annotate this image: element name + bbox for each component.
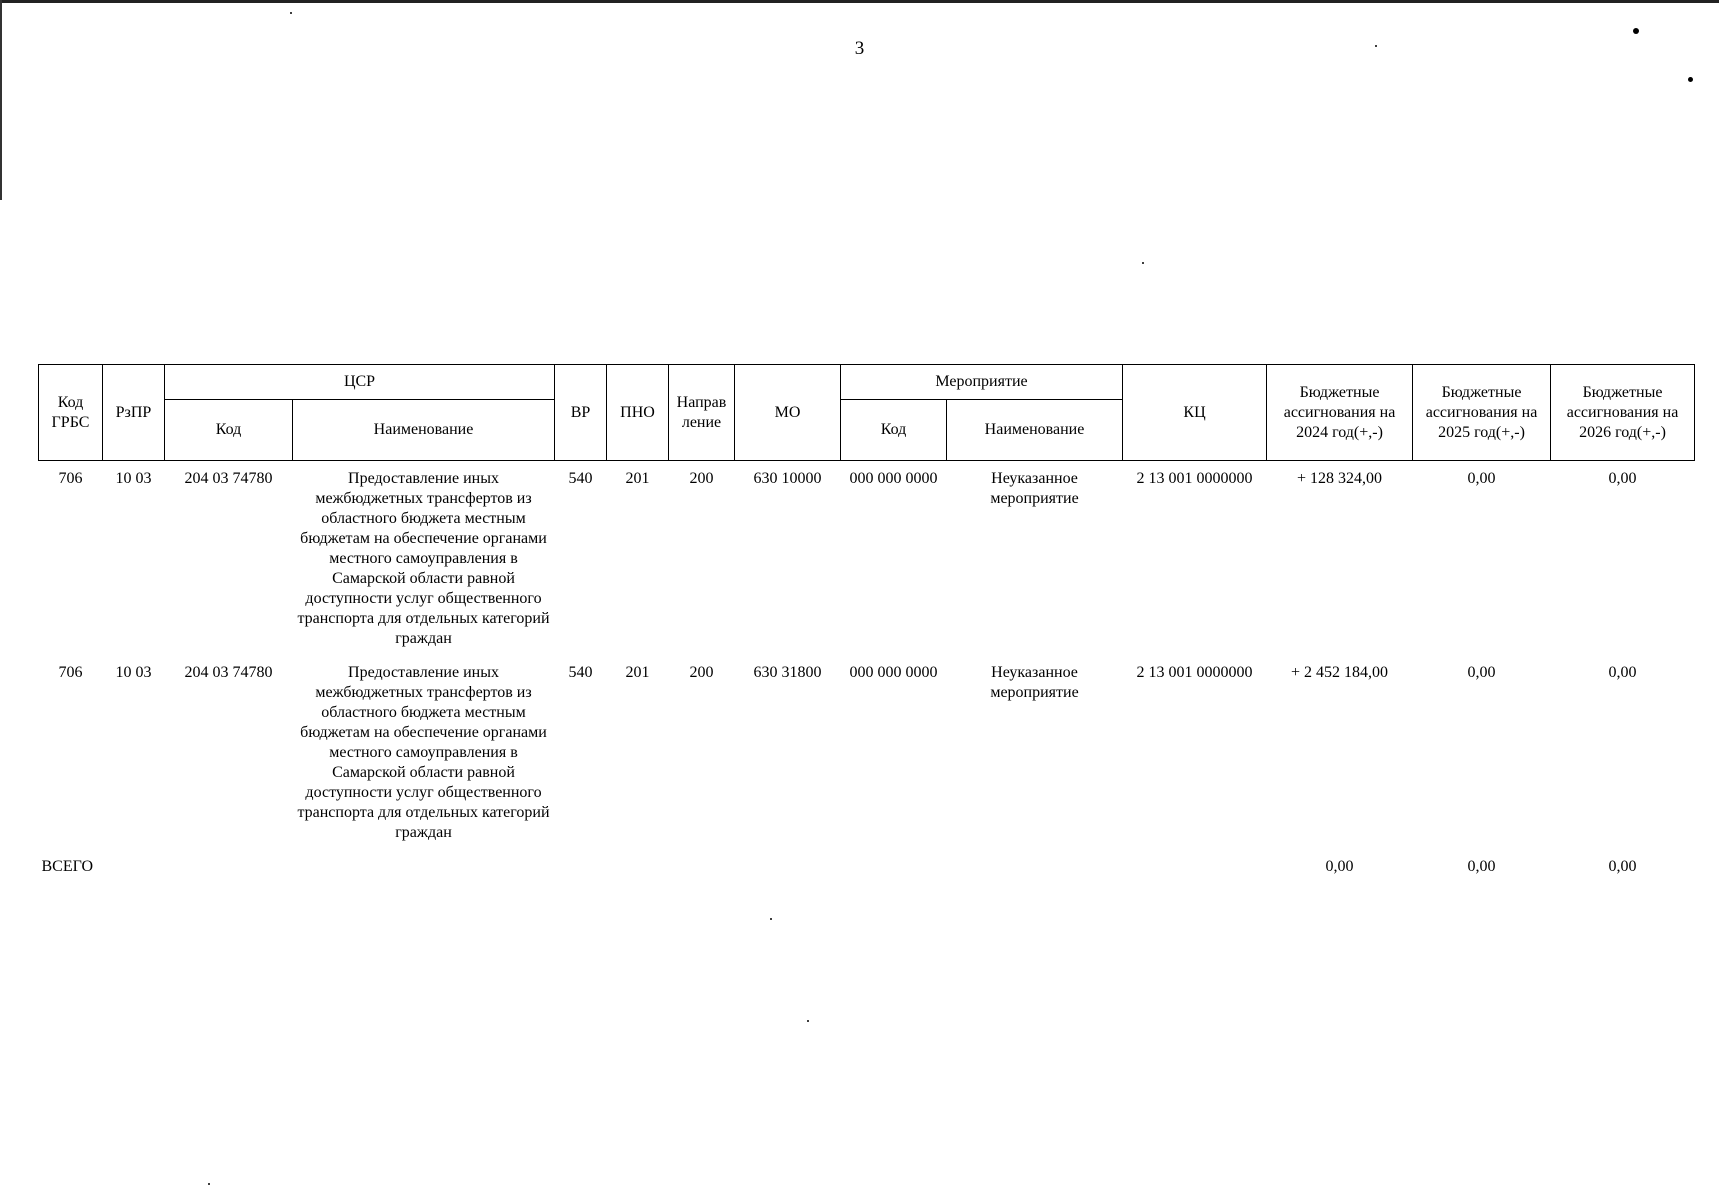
top-border-line — [0, 0, 1719, 3]
cell-grbs: 706 — [58, 470, 83, 487]
cell-csr-name: Предоставление иных межбюджетных трансфертов из областного бюджета местным бюджетам на обеспечение органами местного самоуправления в Самарской области равной доступности услуг общественного транспорта для отдельных категорий граждан — [297, 470, 550, 647]
left-border-line — [0, 0, 2, 200]
header-event-name: Наименование — [947, 400, 1123, 461]
header-alloc-2024: Бюджетные ассигнования на 2024 год(+,-) — [1267, 365, 1413, 461]
cell-mo: 630 10000 — [753, 470, 822, 487]
header-alloc-2026: Бюджетные ассигнования на 2026 год(+,-) — [1551, 365, 1695, 461]
total-alloc-2026: 0,00 — [1608, 858, 1637, 875]
header-grbs: Код ГРБС — [39, 365, 103, 461]
cell-rzpr: 10 03 — [115, 664, 152, 681]
cell-csr-name: Предоставление иных межбюджетных трансфертов из областного бюджета местным бюджетам на обеспечение органами местного самоуправления в Самарской области равной доступности услуг общественного транспорта для отдельных категорий граждан — [297, 664, 550, 841]
total-alloc-2024: 0,00 — [1325, 858, 1354, 875]
cell-rzpr: 10 03 — [115, 470, 152, 487]
cell-alloc-2024: + 128 324,00 — [1297, 470, 1383, 487]
page-number: 3 — [854, 38, 865, 59]
scan-speck — [1688, 77, 1693, 82]
cell-event-code: 000 000 0000 — [849, 470, 938, 487]
cell-csr-code: 204 03 74780 — [184, 664, 273, 681]
cell-csr-code: 204 03 74780 — [184, 470, 273, 487]
header-csr-name: Наименование — [293, 400, 555, 461]
scan-speck — [770, 918, 772, 920]
table-row — [39, 461, 1695, 656]
header-vr: ВР — [555, 365, 607, 461]
cell-kc: 2 13 001 0000000 — [1136, 664, 1253, 681]
scan-speck — [1142, 262, 1144, 264]
cell-vr: 540 — [568, 470, 593, 487]
table-row — [39, 655, 1695, 849]
cell-mo: 630 31800 — [753, 664, 822, 681]
cell-direction: 200 — [689, 470, 714, 487]
cell-pno: 201 — [625, 470, 650, 487]
cell-alloc-2025: 0,00 — [1467, 470, 1496, 487]
cell-alloc-2025: 0,00 — [1467, 664, 1496, 681]
total-row — [39, 849, 1695, 883]
cell-event-name: Неуказанное мероприятие — [990, 470, 1079, 507]
cell-grbs: 706 — [58, 664, 83, 681]
total-alloc-2025: 0,00 — [1467, 858, 1496, 875]
cell-alloc-2026: 0,00 — [1608, 470, 1637, 487]
total-label: ВСЕГО — [41, 858, 94, 875]
header-event: Мероприятие — [841, 365, 1123, 400]
header-pno: ПНО — [607, 365, 669, 461]
scan-speck — [807, 1020, 809, 1022]
cell-direction: 200 — [689, 664, 714, 681]
total-spacer — [165, 849, 1267, 883]
cell-pno: 201 — [625, 664, 650, 681]
scan-speck — [1375, 45, 1377, 47]
header-alloc-2025: Бюджетные ассигнования на 2025 год(+,-) — [1413, 365, 1551, 461]
header-kc: КЦ — [1123, 365, 1267, 461]
cell-kc: 2 13 001 0000000 — [1136, 470, 1253, 487]
header-event-code: Код — [841, 400, 947, 461]
header-csr: ЦСР — [165, 365, 555, 400]
header-csr-code: Код — [165, 400, 293, 461]
budget-table — [38, 364, 1695, 883]
scan-speck — [290, 12, 292, 14]
header-direction: Направ ление — [669, 365, 735, 461]
cell-vr: 540 — [568, 664, 593, 681]
header-mo: МО — [735, 365, 841, 461]
scan-speck — [208, 1183, 210, 1185]
scan-speck — [1633, 28, 1639, 34]
cell-alloc-2024: + 2 452 184,00 — [1291, 664, 1389, 681]
header-rzpr: РзПР — [103, 365, 165, 461]
cell-alloc-2026: 0,00 — [1608, 664, 1637, 681]
cell-event-name: Неуказанное мероприятие — [990, 664, 1079, 701]
cell-event-code: 000 000 0000 — [849, 664, 938, 681]
